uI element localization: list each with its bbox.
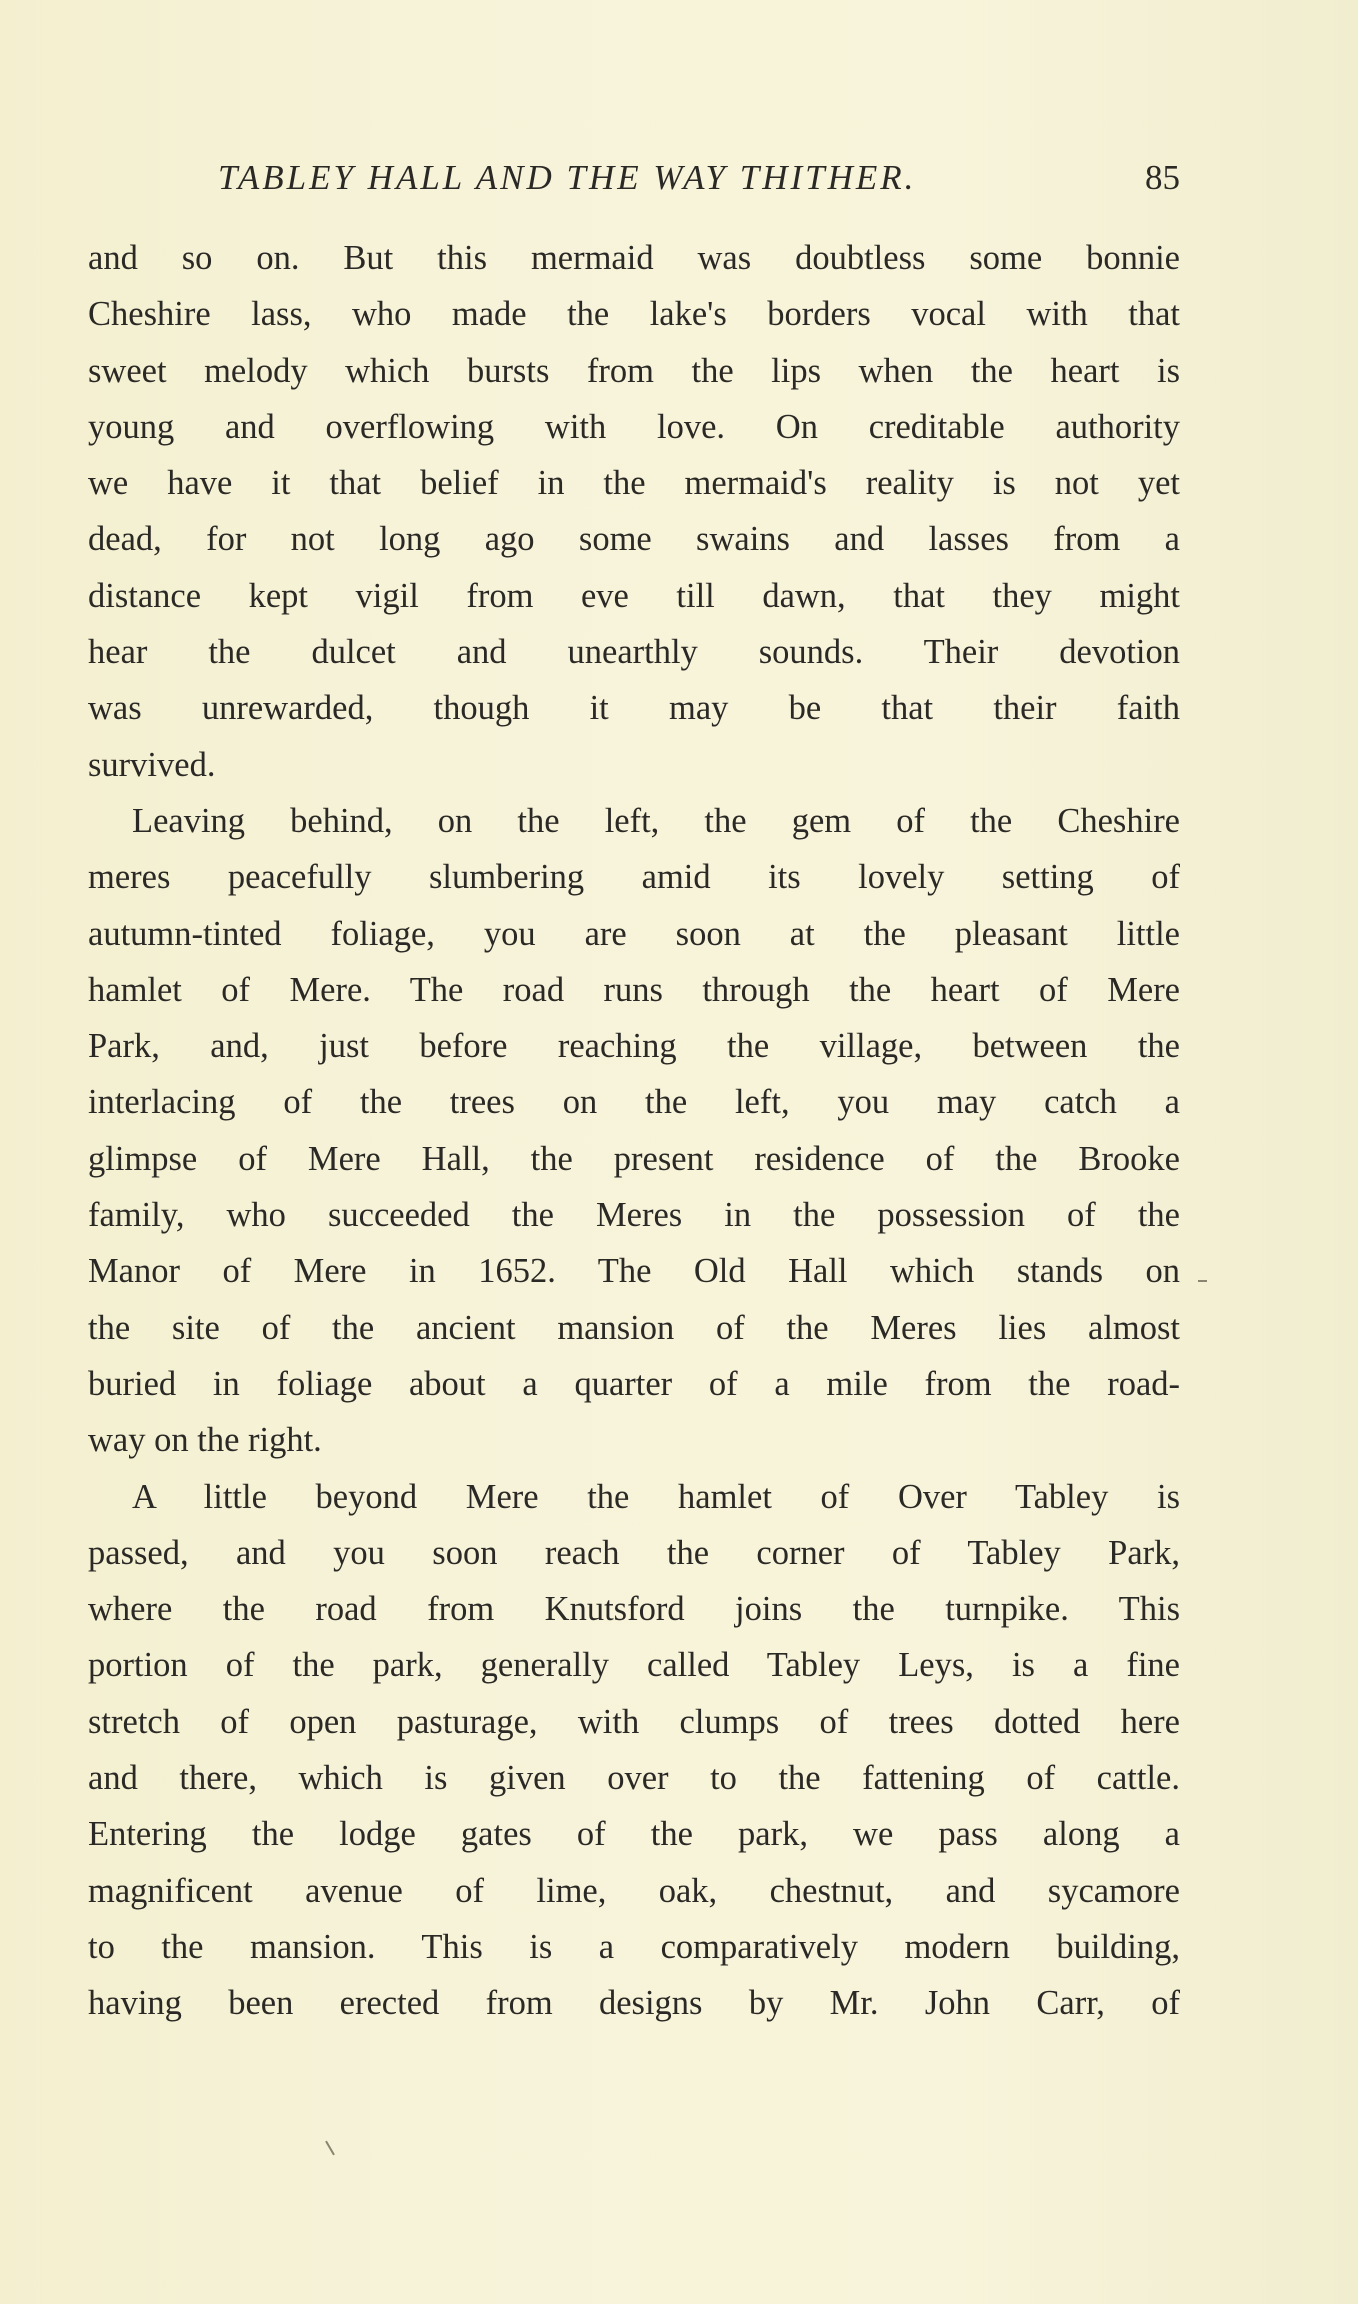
text-line: was unrewarded, though it may be that their faith [88,689,1180,728]
text-line: we have it that belief in the mermaid's reality is not yet [88,464,1180,503]
text-line: family, who succeeded the Meres in the possession of the [88,1196,1180,1235]
running-title: TABLEY HALL AND THE WAY THITHER. [218,158,917,197]
text-line: survived. [88,745,216,784]
text-line: way on the right. [88,1421,322,1460]
text-line: magnificent avenue of lime, oak, chestnut, and sycamore [88,1871,1180,1910]
stray-mark [325,2141,335,2156]
text-line: buried in foliage about a quarter of a mile from the road- [88,1364,1180,1403]
text-line: meres peacefully slumbering amid its lovely setting of [88,858,1180,897]
text-line: portion of the park, generally called Tabley Leys, is a fine [88,1646,1180,1685]
text-line: Cheshire lass, who made the lake's borders vocal with that [88,295,1180,334]
text-line: hear the dulcet and unearthly sounds. Their devotion [88,633,1180,672]
text-line: hamlet of Mere. The road runs through the heart of Mere [88,970,1180,1009]
text-line: sweet melody which bursts from the lips when the heart is [88,351,1180,390]
text-line: dead, for not long ago some swains and lasses from a [88,520,1180,559]
text-line: the site of the ancient mansion of the Meres lies almost [88,1308,1180,1347]
text-line: Leaving behind, on the left, the gem of the Cheshire [132,801,1180,840]
text-line: autumn-tinted foliage, you are soon at the pleasant little [88,914,1180,953]
body-text [88,230,1180,2032]
text-line: distance kept vigil from eve till dawn, that they might [88,576,1180,615]
text-line: Park, and, just before reaching the village, between the [88,1027,1180,1066]
text-line: having been erected from designs by Mr. John Carr, of [88,1984,1180,2023]
page-header [88,150,1180,210]
text-line: glimpse of Mere Hall, the present residence of the Brooke [88,1139,1180,1178]
page-number: 85 [1145,158,1180,197]
margin-mark [1198,1280,1207,1282]
text-line: and so on. But this mermaid was doubtless some bonnie [88,239,1180,277]
text-line: A little beyond Mere the hamlet of Over Tabley is [132,1477,1180,1516]
text-line: interlacing of the trees on the left, you may catch a [88,1083,1180,1122]
text-line: passed, and you soon reach the corner of Tabley Park, [88,1533,1180,1572]
text-line: young and overflowing with love. On creditable authority [88,407,1180,446]
text-line: where the road from Knutsford joins the turnpike. This [88,1590,1180,1629]
text-line: Entering the lodge gates of the park, we pass along a [88,1815,1180,1854]
text-line: Manor of Mere in 1652. The Old Hall which stands on [88,1252,1180,1291]
text-line: to the mansion. This is a comparatively modern building, [88,1927,1180,1966]
text-line: and there, which is given over to the fattening of cattle. [88,1759,1180,1798]
text-line: stretch of open pasturage, with clumps of trees dotted here [88,1702,1180,1741]
